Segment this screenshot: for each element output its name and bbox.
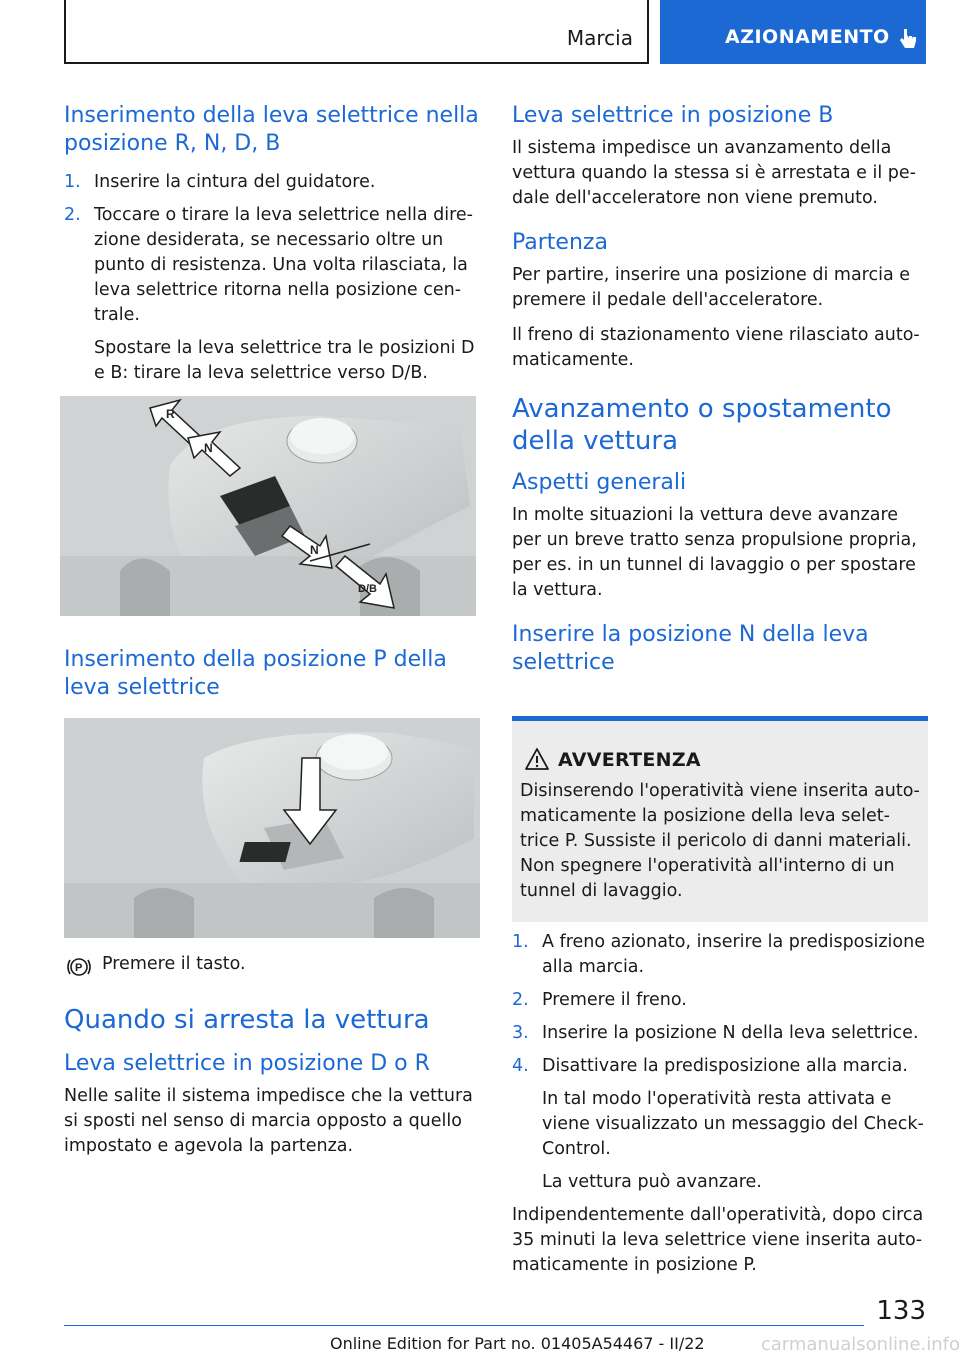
step-rndb-1 <box>64 170 482 195</box>
para-final: Indipendentemente dall'operatività, dopo circa 35 minuti la leva selettrice viene inserita automaticamente in posizione P. <box>512 1205 924 1275</box>
para-dr: Nelle salite il sistema impedisce che la vettura si sposti nel senso di marcia opposto a quello impostato e agevola la partenza. <box>64 1086 473 1156</box>
left-column <box>64 102 482 394</box>
para-b: Il sistema impedisce un avanzamento della vettura quando la stessa si è arrestata e il pedale dell'acceleratore non viene premuto. <box>512 138 916 208</box>
step-text: Inserire la posizione N della leva selettrice. <box>542 1023 919 1043</box>
para-general: In molte situazioni la vettura deve avanzare per un breve tratto senza propulsione propria, per es. in un tunnel di lavaggio o per spostare la vettura. <box>512 505 917 600</box>
arrow-db-label: D/B <box>358 583 377 595</box>
watermark: carmanualsonline.info <box>760 1334 960 1355</box>
step-number: 1. <box>512 932 529 952</box>
header-section-box <box>64 0 649 64</box>
step-n-4-extra-2: La vettura può avanzare. <box>542 1172 762 1192</box>
heading-n: Inserire la posizione N della leva selettrice <box>512 622 869 675</box>
arrow-r-label: R <box>166 407 175 421</box>
step-n-2 <box>512 988 926 1013</box>
gear-selector-illustration <box>60 396 476 616</box>
press-button-line <box>64 952 482 982</box>
left-column-lower <box>64 952 482 1169</box>
step-number: 2. <box>64 205 81 225</box>
pointing-hand-icon <box>898 28 918 52</box>
press-button-text: Premere il tasto. <box>102 954 246 974</box>
para-start-2: Il freno di stazionamento viene rilasciato automaticamente. <box>512 325 920 370</box>
gear-selector-photo-rndb <box>60 396 476 616</box>
footer-divider <box>64 1325 864 1326</box>
heading-general: Aspetti generali <box>512 470 687 495</box>
warning-title: AVVERTENZA <box>558 749 701 771</box>
step-rndb-2-extra: Spostare la leva selettrice tra le posizioni D e B: tirare la leva selettrice verso D/B. <box>94 338 475 383</box>
svg-text:P: P <box>75 962 83 974</box>
para-start-1: Per partire, inserire una posizione di marcia e premere il pedale dell'acceleratore. <box>512 265 911 310</box>
arrow-n-bottom-label: N <box>310 543 319 557</box>
step-text: A freno azionato, inserire la predisposizione alla marcia. <box>542 932 925 977</box>
step-n-1 <box>512 930 926 980</box>
header-chapter-label: AZIONAMENTO <box>725 26 890 48</box>
gear-selector-photo-p <box>64 718 480 938</box>
header-section-label: Marcia <box>566 26 633 50</box>
heading-start: Partenza <box>512 230 608 255</box>
step-number: 3. <box>512 1023 529 1043</box>
arrow-n-top-label: N <box>204 441 213 455</box>
right-column <box>512 102 926 683</box>
step-number: 2. <box>512 990 529 1010</box>
step-n-4-extra-1: In tal modo l'operatività resta attivata e viene visualizzato un messaggio del Check-Control. <box>542 1089 924 1159</box>
page-number: 133 <box>876 1296 926 1326</box>
left-column-mid <box>64 646 482 708</box>
header-chapter-tab <box>660 0 926 64</box>
step-text: Premere il freno. <box>542 990 687 1010</box>
warning-triangle-icon <box>524 747 550 771</box>
heading-b: Leva selettrice in posizione B <box>512 103 834 128</box>
heading-insert-p: Inserimento della posizione P della leva selettrice <box>64 647 447 700</box>
warning-box <box>512 716 928 922</box>
right-column-lower <box>512 930 926 1288</box>
step-n-4 <box>512 1054 926 1079</box>
step-rndb-2 <box>64 203 482 328</box>
step-n-3 <box>512 1021 926 1046</box>
footer-edition: Online Edition for Part no. 01405A54467 - II/22 <box>330 1334 705 1353</box>
heading-move: Avanzamento o spostamento della vettura <box>512 394 892 456</box>
step-number: 1. <box>64 172 81 192</box>
p-button-illustration <box>64 718 480 938</box>
heading-stop: Quando si arresta la vettura <box>64 1005 430 1035</box>
warning-text: Disinserendo l'operatività viene inserita automaticamente la posizione della leva selettrice P. Sussiste il pericolo di danni materiali. Non spegnere l'operatività all'interno di un tunnel di lavaggio. <box>520 781 920 901</box>
heading-dr: Leva selettrice in posizione D o R <box>64 1051 430 1076</box>
p-button-icon <box>64 955 94 979</box>
step-text: Inserire la cintura del guidatore. <box>94 172 376 192</box>
step-number: 4. <box>512 1056 529 1076</box>
step-text: Disattivare la predisposizione alla marcia. <box>542 1056 908 1076</box>
step-text: Toccare o tirare la leva selettrice nella direzione desiderata, se necessario oltre un punto di resistenza. Una volta rilasciata, la leva selettrice ritorna nella posizione centrale. <box>94 205 473 325</box>
heading-insert-rndb: Inserimento della leva selettrice nella posizione R, N, D, B <box>64 103 479 156</box>
